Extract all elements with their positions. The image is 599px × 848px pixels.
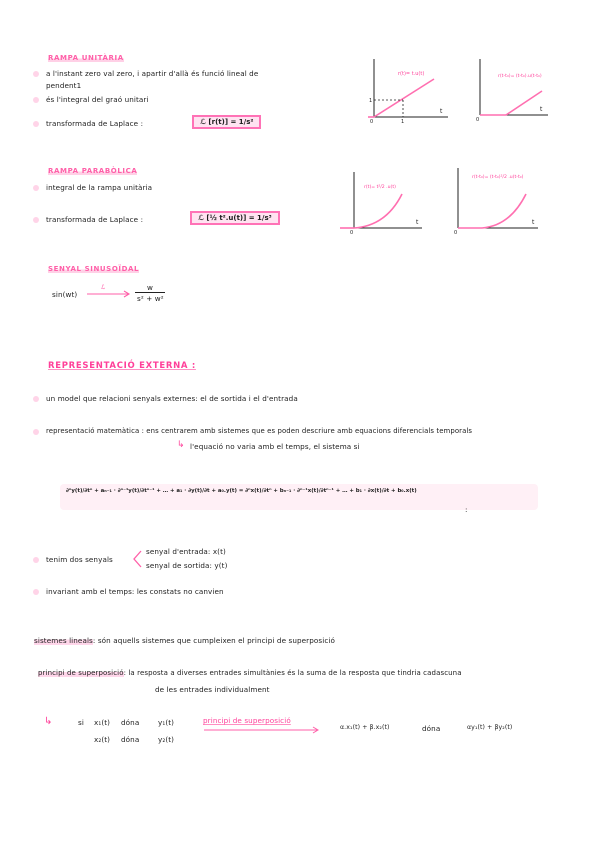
bullet-dot bbox=[33, 121, 39, 127]
origin-label: 0 bbox=[350, 230, 354, 236]
sub-arrow-icon: ↳ bbox=[177, 440, 185, 450]
axis-label: t bbox=[532, 219, 535, 226]
bullet-dot bbox=[33, 71, 39, 77]
axis-label: t bbox=[540, 106, 543, 113]
laplace-formula-box: ℒ [r(t)] = 1/s² bbox=[192, 115, 261, 129]
graph-shifted-ramp bbox=[470, 55, 560, 127]
rampa-unitaria-bullet-2: és l'integral del graó unitari bbox=[46, 95, 149, 104]
origin-label: 0 bbox=[476, 117, 480, 123]
graph-unit-ramp bbox=[362, 55, 452, 127]
section-title-rampa-parabolica: RAMPA PARABÒLICA bbox=[48, 167, 138, 175]
representacio-bullet-3: tenim dos senyals bbox=[46, 555, 113, 564]
laplace-symbol: ℒ bbox=[101, 284, 106, 291]
x2-label: x₂(t) bbox=[94, 735, 111, 744]
axis-label: t bbox=[416, 219, 419, 226]
tick-label: 1 bbox=[369, 98, 373, 104]
sistemes-lineals-line bbox=[34, 636, 335, 645]
fraction-numerator: w bbox=[147, 283, 153, 292]
rampa-parabolica-bullet-1: integral de la rampa unitària bbox=[46, 183, 153, 192]
axis-label: t bbox=[440, 108, 443, 115]
rampa-parabolica-bullet-2: transformada de Laplace : bbox=[46, 215, 144, 224]
arrow-return-icon: ↳ bbox=[44, 716, 53, 727]
rampa-unitaria-bullet-1b: pendent1 bbox=[46, 81, 82, 90]
y1-label: y₁(t) bbox=[158, 718, 175, 727]
bullet-dot bbox=[33, 589, 39, 595]
representacio-bullet-2: representació matemàtica : ens centrarem amb sistemes que es poden descriure amb equacions diferencials temporals bbox=[46, 427, 473, 435]
superposicio-line bbox=[38, 669, 462, 677]
bullet-dot bbox=[33, 185, 39, 191]
si-label: si bbox=[78, 718, 84, 727]
origin-label: 0 bbox=[370, 119, 374, 125]
combined-input: α.x₁(t) + β.x₂(t) bbox=[340, 724, 390, 731]
graph-label: r(t)= t.u(t) bbox=[398, 71, 425, 77]
y2-label: y₂(t) bbox=[158, 735, 175, 744]
dona-label: dóna bbox=[422, 724, 441, 733]
superposicio-link: principi de superposició bbox=[203, 716, 291, 725]
superposicio-text-2: de les entrades individualment bbox=[155, 685, 270, 694]
arrow-right-icon bbox=[86, 289, 132, 299]
representacio-bullet-4: invariant amb el temps: les constats no canvien bbox=[46, 587, 224, 596]
sistemes-lineals-term: sistemes lineals bbox=[34, 636, 93, 645]
dona-label: dóna bbox=[121, 735, 140, 744]
graph-label: r(t-t₀)= (t-t₀)²/2 .u(t-t₀) bbox=[472, 175, 524, 180]
section-title-rampa-unitaria: RAMPA UNITÀRIA bbox=[48, 54, 124, 62]
representacio-bullet-1: un model que relacioni senyals externes: el de sortida i el d'entrada bbox=[46, 394, 298, 403]
differential-equation: ∂ⁿy(t)/∂tⁿ + aₙ₋₁ · ∂ⁿ⁻¹y(t)/∂tⁿ⁻¹ + … + a₁ · ∂y(t)/∂t + a₀.y(t) = ∂ⁿx(t)/∂tⁿ + bₙ₋₁ · ∂ⁿ⁻¹x(t)/∂tⁿ⁻¹ + … + b₁ · ∂x(t)/∂t + b₀.x(t) bbox=[66, 488, 417, 494]
origin-label: 0 bbox=[454, 230, 458, 236]
bullet-dot bbox=[33, 557, 39, 563]
section-title-senyal-sinusoidal: SENYAL SINUSOÏDAL bbox=[48, 265, 140, 273]
signal-input: senyal d'entrada: x(t) bbox=[146, 547, 226, 556]
equation-dots: : bbox=[465, 505, 468, 514]
bullet-dot bbox=[33, 396, 39, 402]
bullet-dot bbox=[33, 217, 39, 223]
combined-output: αy₁(t) + βy₂(t) bbox=[467, 724, 513, 731]
sin-lhs: sin(wt) bbox=[52, 290, 78, 299]
fraction-bar bbox=[135, 292, 165, 293]
graph-parabolic-ramp bbox=[336, 168, 428, 240]
laplace-formula-box: ℒ [½ t².u(t)] = 1/s³ bbox=[190, 211, 280, 225]
dona-label: dóna bbox=[121, 718, 140, 727]
representacio-bullet-2-sub: l'equació no varia amb el temps, el sistema si bbox=[190, 442, 360, 451]
graph-shifted-parabolic-ramp bbox=[448, 164, 548, 240]
tick-label: 1 bbox=[401, 119, 405, 125]
graph-label: r(t)= t²/2 .u(t) bbox=[364, 185, 396, 190]
signal-output: senyal de sortida: y(t) bbox=[146, 561, 228, 570]
x1-label: x₁(t) bbox=[94, 718, 111, 727]
fraction-denominator: s² + w² bbox=[137, 294, 164, 303]
brace-icon bbox=[131, 549, 143, 569]
rampa-unitaria-bullet-3: transformada de Laplace : bbox=[46, 119, 144, 128]
superposicio-term: principi de superposició bbox=[38, 669, 124, 677]
graph-label: r(t-t₀)= (t-t₀).u(t-t₀) bbox=[498, 74, 542, 79]
arrow-right-icon bbox=[203, 726, 321, 734]
bullet-dot bbox=[33, 97, 39, 103]
superposicio-text-1: : la resposta a diverses entrades simultànies és la suma de la resposta que tindria cadascuna bbox=[123, 669, 462, 677]
section-title-representacio-externa: REPRESENTACIÓ EXTERNA : bbox=[48, 361, 196, 371]
bullet-dot bbox=[33, 429, 39, 435]
rampa-unitaria-bullet-1: a l'instant zero val zero, i apartir d'allà és funció lineal de bbox=[46, 69, 259, 78]
sistemes-lineals-text: : són aquells sistemes que cumpleixen el principi de superposició bbox=[92, 636, 335, 645]
